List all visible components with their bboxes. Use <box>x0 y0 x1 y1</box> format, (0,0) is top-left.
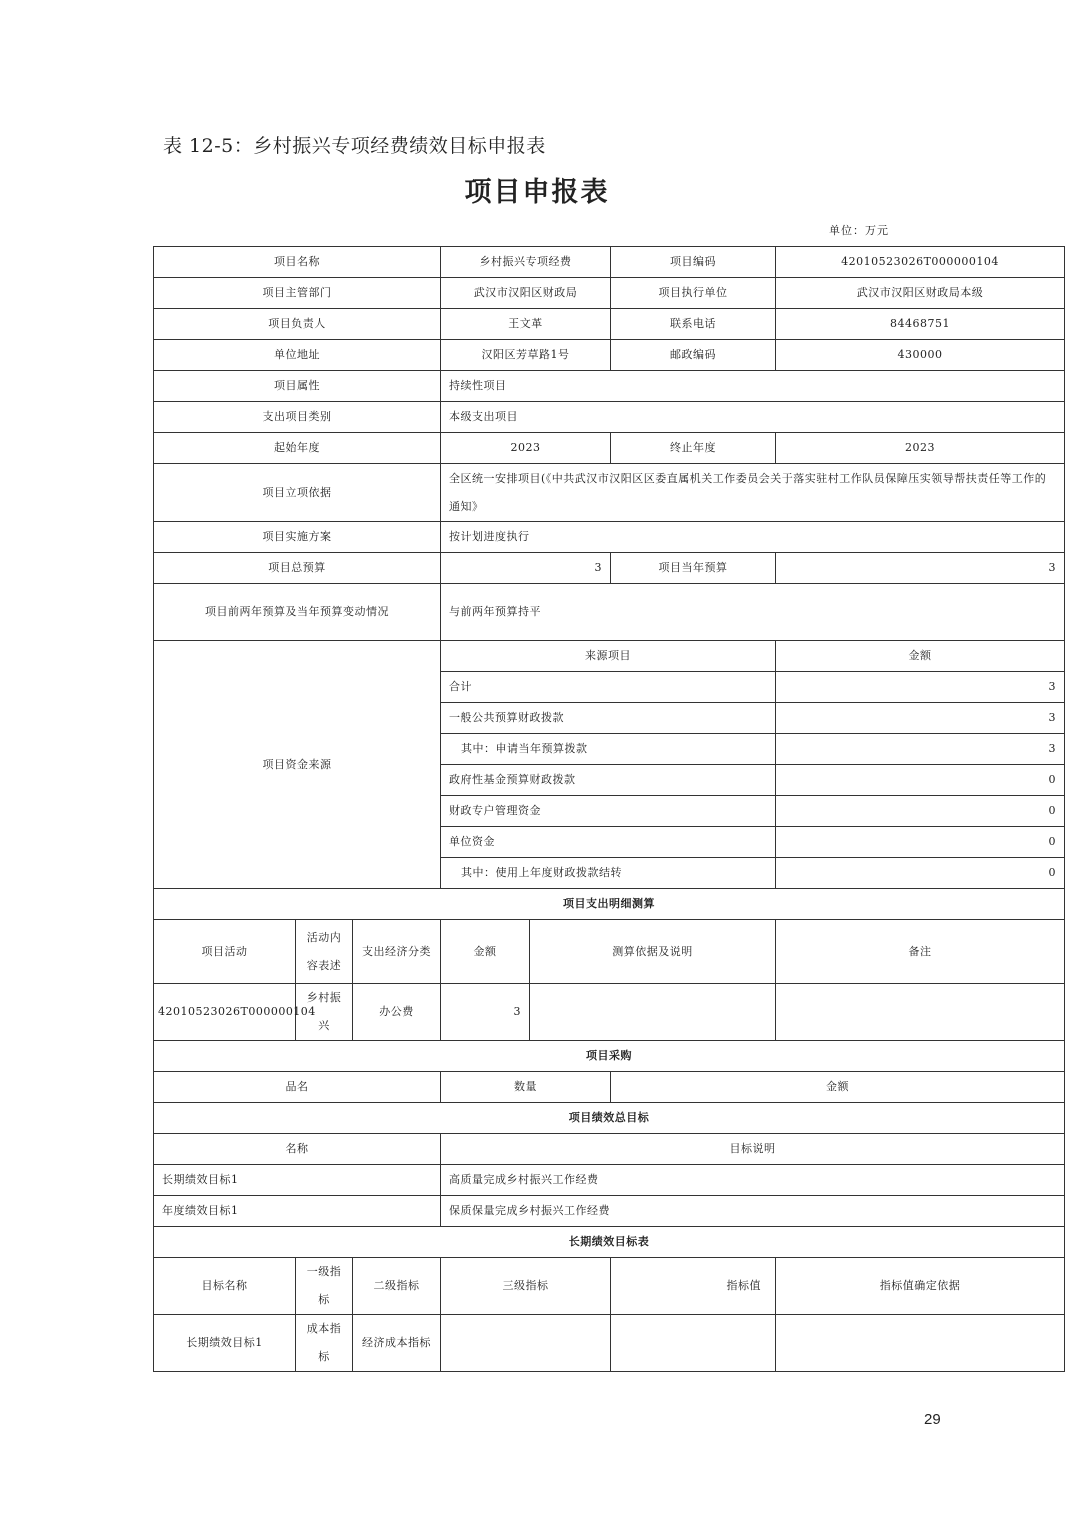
label-project-name: 项目名称 <box>154 247 441 278</box>
longterm-header-value: 指标值 <box>611 1258 776 1315</box>
label-phone: 联系电话 <box>611 309 776 340</box>
procurement-header-amount: 金额 <box>611 1072 1065 1103</box>
longterm-l2: 经济成本指标 <box>353 1315 441 1372</box>
value-exec-unit: 武汉市汉阳区财政局本级 <box>776 278 1065 309</box>
label-end-year: 终止年度 <box>611 433 776 464</box>
page-title: 项目申报表 <box>464 177 610 208</box>
longterm-header-l3: 三级指标 <box>441 1258 611 1315</box>
funding-row-amount: 3 <box>776 703 1065 734</box>
section-longterm-goal: 长期绩效目标表 <box>154 1227 1065 1258</box>
funding-row-amount: 3 <box>776 734 1065 765</box>
funding-header-amount: 金额 <box>776 641 1065 672</box>
detail-header-note: 备注 <box>776 920 1065 984</box>
value-postcode: 430000 <box>776 340 1065 371</box>
label-dept: 项目主管部门 <box>154 278 441 309</box>
detail-header-activity: 项目活动 <box>154 920 296 984</box>
label-project-code: 项目编码 <box>611 247 776 278</box>
detail-amount: 3 <box>441 984 530 1041</box>
label-postcode: 邮政编码 <box>611 340 776 371</box>
section-expense-detail: 项目支出明细测算 <box>154 889 1065 920</box>
longterm-header-l1: 一级指标 <box>296 1258 353 1315</box>
overall-goal-desc: 保质保量完成乡村振兴工作经费 <box>441 1196 1065 1227</box>
label-exec-unit: 项目执行单位 <box>611 278 776 309</box>
longterm-header-goal: 目标名称 <box>154 1258 296 1315</box>
funding-row-name: 政府性基金预算财政拨款 <box>441 765 776 796</box>
funding-row-amount: 3 <box>776 672 1065 703</box>
funding-header-source: 来源项目 <box>441 641 776 672</box>
longterm-l3 <box>441 1315 611 1372</box>
value-start-year: 2023 <box>441 433 611 464</box>
funding-row-name: 合计 <box>441 672 776 703</box>
value-total-budget: 3 <box>441 553 611 584</box>
table-caption: 表 12-5：乡村振兴专项经费绩效目标申报表 <box>163 135 546 157</box>
longterm-l1: 成本指标 <box>296 1315 353 1372</box>
funding-row-name: 一般公共预算财政拨款 <box>441 703 776 734</box>
value-attr: 持续性项目 <box>441 371 1065 402</box>
detail-header-amount: 金额 <box>441 920 530 984</box>
label-address: 单位地址 <box>154 340 441 371</box>
label-budget-change: 项目前两年预算及当年预算变动情况 <box>154 584 441 641</box>
label-category: 支出项目类别 <box>154 402 441 433</box>
value-budget-change: 与前两年预算持平 <box>441 584 1065 641</box>
value-dept: 武汉市汉阳区财政局 <box>441 278 611 309</box>
section-overall-goal: 项目绩效总目标 <box>154 1103 1065 1134</box>
procurement-header-item: 品名 <box>154 1072 441 1103</box>
label-current-budget: 项目当年预算 <box>611 553 776 584</box>
overall-goal-name: 年度绩效目标1 <box>154 1196 441 1227</box>
unit-label: 单位：万元 <box>829 224 889 237</box>
funding-row-name: 其中：使用上年度财政拨款结转 <box>441 858 776 889</box>
label-total-budget: 项目总预算 <box>154 553 441 584</box>
label-basis: 项目立项依据 <box>154 464 441 522</box>
value-current-budget: 3 <box>776 553 1065 584</box>
funding-row-amount: 0 <box>776 796 1065 827</box>
funding-row-amount: 0 <box>776 765 1065 796</box>
detail-econ: 办公费 <box>353 984 441 1041</box>
detail-content: 乡村振兴 <box>296 984 353 1041</box>
longterm-header-basis: 指标值确定依据 <box>776 1258 1065 1315</box>
value-project-name: 乡村振兴专项经费 <box>441 247 611 278</box>
detail-activity: 42010523026T000000104 <box>154 984 296 1041</box>
detail-header-content: 活动内容表述 <box>296 920 353 984</box>
label-attr: 项目属性 <box>154 371 441 402</box>
overall-goal-desc: 高质量完成乡村振兴工作经费 <box>441 1165 1065 1196</box>
value-phone: 84468751 <box>776 309 1065 340</box>
detail-header-basis: 测算依据及说明 <box>530 920 776 984</box>
page-number: 29 <box>924 1411 941 1428</box>
longterm-value <box>611 1315 776 1372</box>
value-plan: 按计划进度执行 <box>441 522 1065 553</box>
value-end-year: 2023 <box>776 433 1065 464</box>
overall-header-name: 名称 <box>154 1134 441 1165</box>
funding-row-amount: 0 <box>776 858 1065 889</box>
value-leader: 王文革 <box>441 309 611 340</box>
funding-row-amount: 0 <box>776 827 1065 858</box>
label-plan: 项目实施方案 <box>154 522 441 553</box>
label-start-year: 起始年度 <box>154 433 441 464</box>
detail-note <box>776 984 1065 1041</box>
value-category: 本级支出项目 <box>441 402 1065 433</box>
funding-row-name: 财政专户管理资金 <box>441 796 776 827</box>
value-project-code: 42010523026T000000104 <box>776 247 1065 278</box>
detail-header-econ: 支出经济分类 <box>353 920 441 984</box>
overall-header-desc: 目标说明 <box>441 1134 1065 1165</box>
section-procurement: 项目采购 <box>154 1041 1065 1072</box>
value-basis: 全区统一安排项目(《中共武汉市汉阳区区委直属机关工作委员会关于落实驻村工作队员保障压实领导帮扶责任等工作的通知》 <box>441 464 1065 522</box>
overall-goal-name: 长期绩效目标1 <box>154 1165 441 1196</box>
detail-basis <box>530 984 776 1041</box>
value-address: 汉阳区芳草路1号 <box>441 340 611 371</box>
procurement-header-qty: 数量 <box>441 1072 611 1103</box>
label-funding-source: 项目资金来源 <box>154 641 441 889</box>
longterm-basis <box>776 1315 1065 1372</box>
project-application-table <box>153 246 1065 1372</box>
funding-row-name: 单位资金 <box>441 827 776 858</box>
longterm-goal: 长期绩效目标1 <box>154 1315 296 1372</box>
longterm-header-l2: 二级指标 <box>353 1258 441 1315</box>
label-leader: 项目负责人 <box>154 309 441 340</box>
funding-row-name: 其中：申请当年预算拨款 <box>441 734 776 765</box>
